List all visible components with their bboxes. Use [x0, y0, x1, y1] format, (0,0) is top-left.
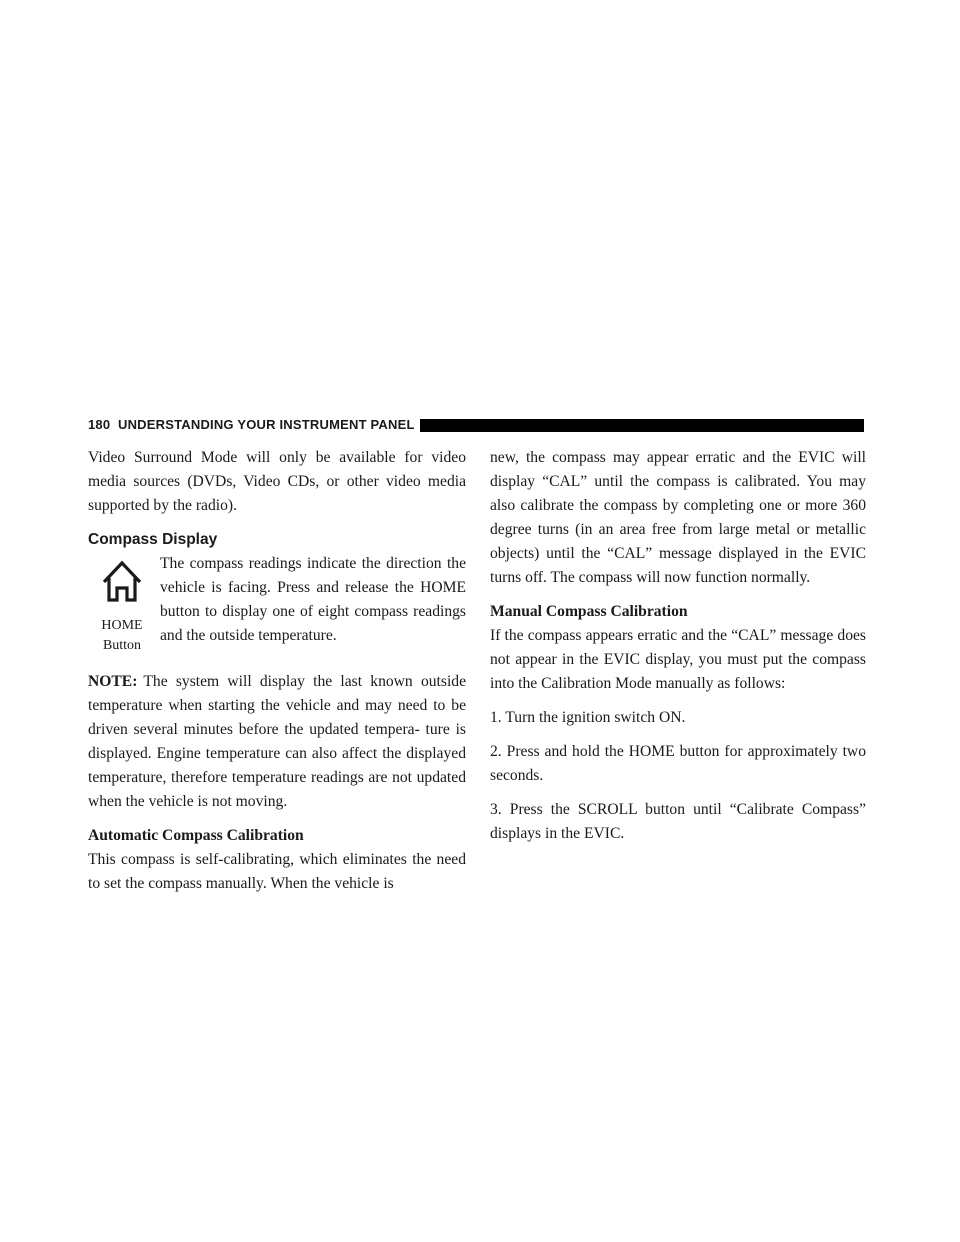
page-header [88, 415, 864, 437]
calibration-continued-text: new, the compass may appear erratic and the EVIC will display “CAL” until the compass is calibrated. You may also calibrate the compass by completing one or more 360 degree turns (in an area free from large metal or metallic objects) until the “CAL” message displayed in the EVIC turns off. The compass will now function normally. [490, 449, 866, 586]
home-icon [102, 560, 142, 604]
auto-calibration-heading: Automatic Compass Calibration [88, 827, 304, 844]
manual-calibration-heading: Manual Compass Calibration [490, 603, 688, 620]
note-label: NOTE: [88, 673, 138, 690]
header-rule [420, 419, 864, 432]
icon-caption-line1: HOME [101, 618, 143, 633]
step-item: 3. Press the SCROLL button until “Calibrate Compass” displays in the EVIC. [490, 801, 866, 842]
page-number: 180 [88, 417, 111, 432]
left-column [88, 446, 466, 896]
note-text: The system will display the last known outside temperature when starting the vehicle and may need to be driven several minutes before the updated tempera- ture is displayed. Engine temperature can also affect the displayed temperature, therefore temperature readings are not updated when the vehicle is not moving. [88, 673, 466, 810]
step-item: 1. Turn the ignition switch ON. [490, 709, 686, 726]
section-title: UNDERSTANDING YOUR INSTRUMENT PANEL [118, 417, 415, 432]
icon-caption-line2: Button [102, 638, 142, 653]
icon-caption [88, 616, 156, 656]
right-column [490, 446, 866, 846]
step-item: 2. Press and hold the HOME button for approximately two seconds. [490, 743, 866, 784]
manual-calibration-text: If the compass appears erratic and the “CAL” message does not appear in the EVIC display, you must put the compass into the Calibration Mode manually as follows: [490, 627, 866, 692]
home-button-block [88, 552, 466, 660]
intro-paragraph: Video Surround Mode will only be available for video media sources (DVDs, Video CDs, or other video media supported by the radio). [88, 449, 466, 514]
note-paragraph [88, 670, 466, 814]
compass-description: The compass readings indicate the direction the vehicle is facing. Press and release the HOME button to display one of eight compass readings and the outside temperature. [160, 555, 466, 644]
auto-calibration-text: This compass is self-calibrating, which eliminates the need to set the compass manually. When the vehicle is [88, 851, 466, 892]
compass-display-heading: Compass Display [88, 531, 218, 548]
